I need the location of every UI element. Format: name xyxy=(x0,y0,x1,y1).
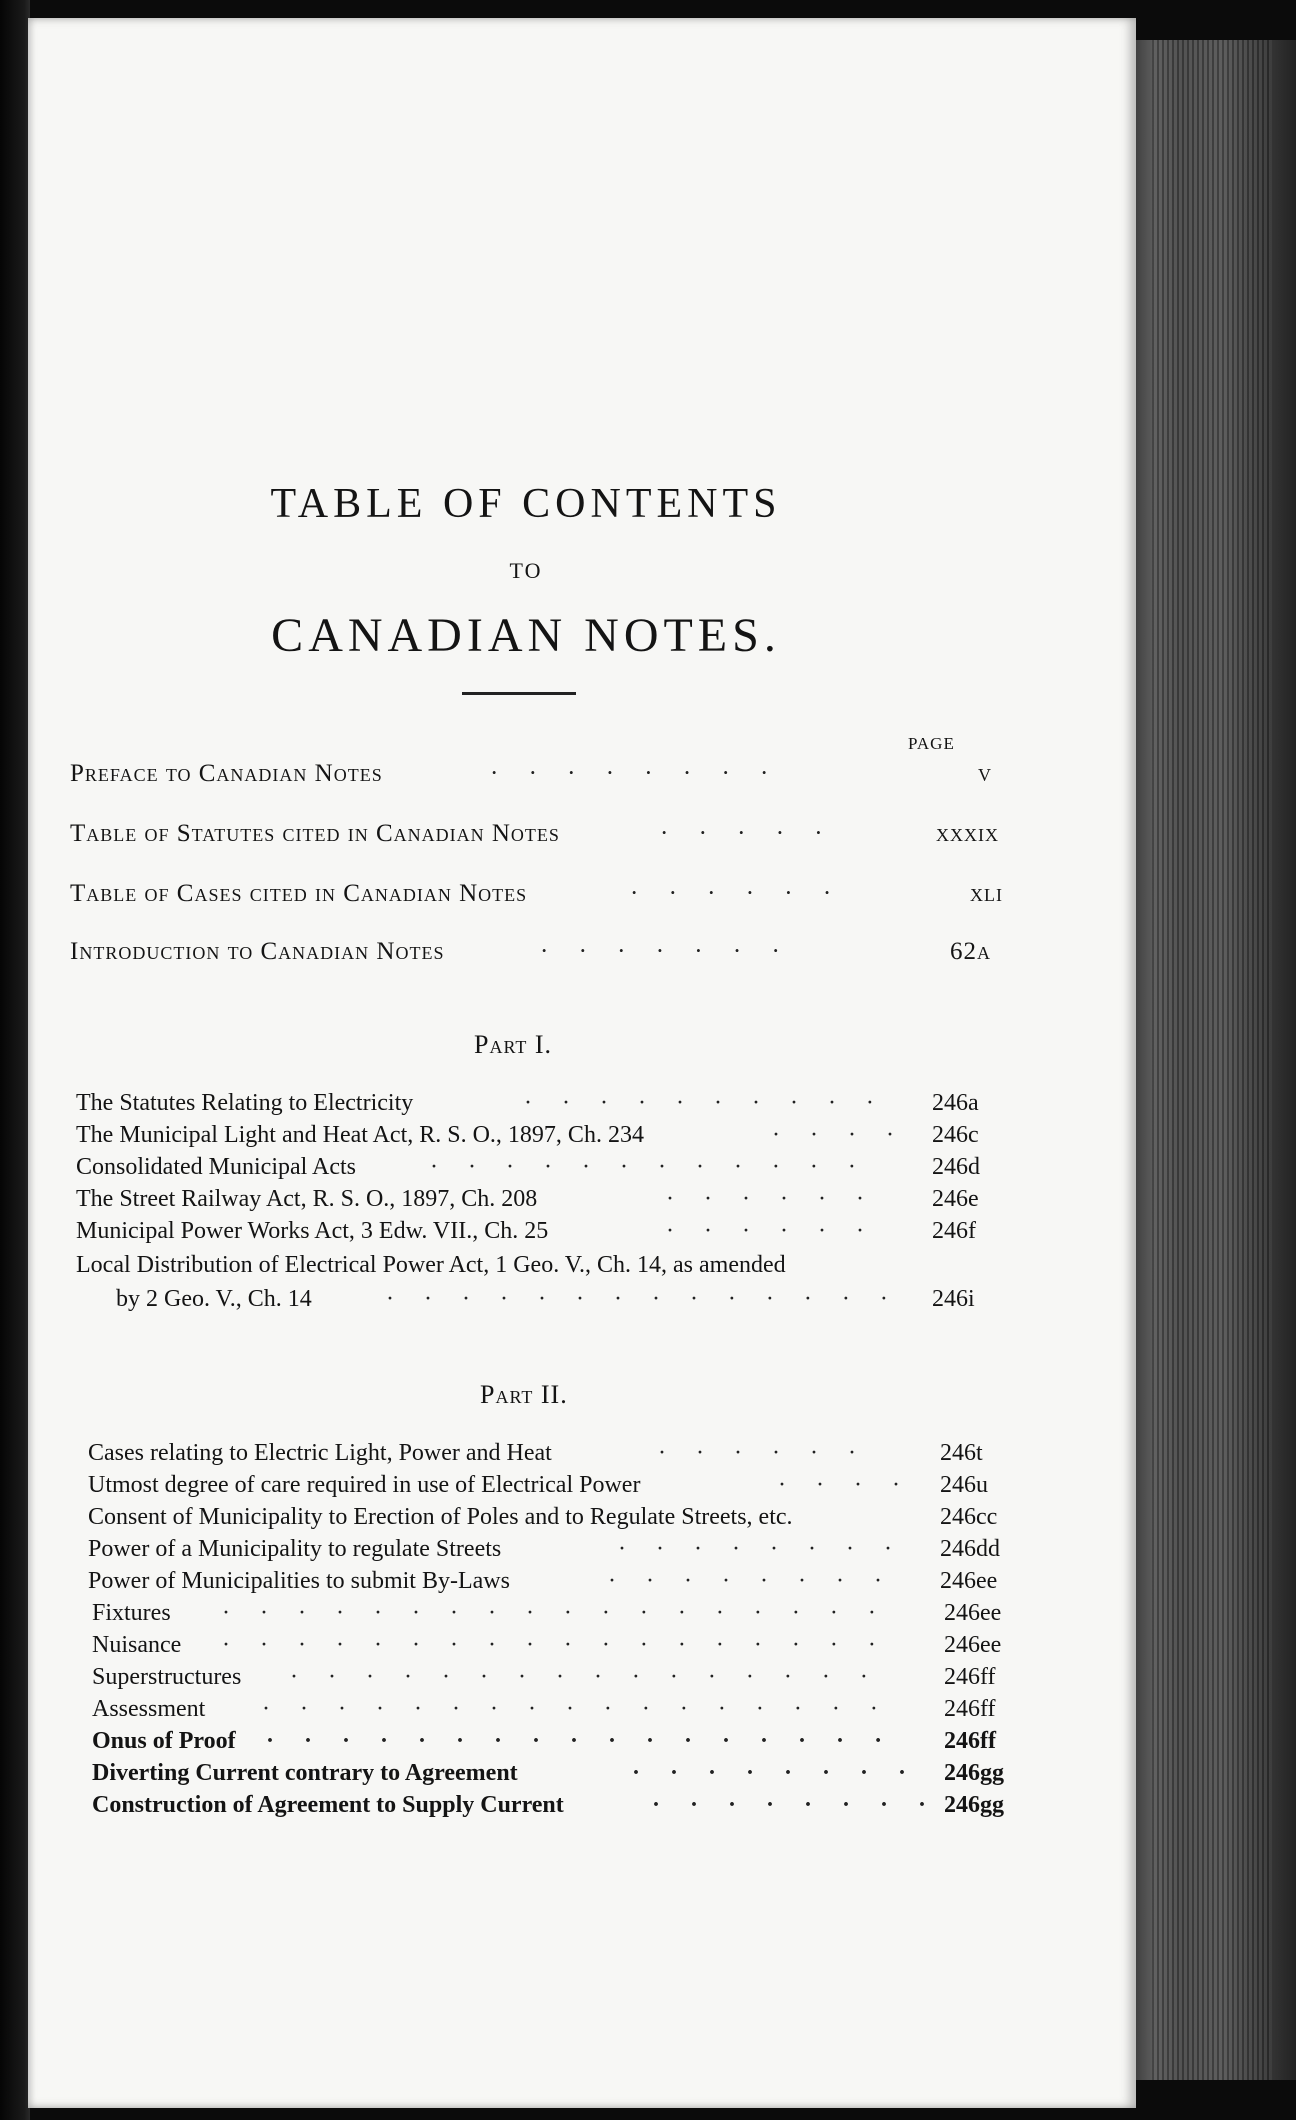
toc-entry-local-distribution-act-cont xyxy=(76,1286,996,1316)
entry-page: 246cc xyxy=(940,1504,998,1530)
leader-dots: · · · · · · · · · · · · xyxy=(430,1154,868,1180)
entry-label: Onus of Proof xyxy=(92,1728,236,1754)
toc-entry-power-works-act xyxy=(76,1218,996,1248)
entry-page: xxxix xyxy=(936,820,999,847)
leader-dots: · · · · · · · · xyxy=(618,1536,904,1562)
leader-dots: · · · · · · · · xyxy=(490,760,781,787)
entry-label: Introduction to Canadian Notes xyxy=(70,938,445,965)
entry-label: Power of a Municipality to regulate Streets xyxy=(88,1536,502,1562)
toc-entry-onus-of-proof xyxy=(92,1728,1012,1758)
toc-entry-agreement-supply xyxy=(92,1792,1012,1822)
entry-page: 246ff xyxy=(944,1728,996,1754)
entry-label: Municipal Power Works Act, 3 Edw. VII., Ch. 25 xyxy=(76,1218,549,1244)
entry-label: Diverting Current contrary to Agreement xyxy=(92,1760,518,1786)
entry-label: Fixtures xyxy=(92,1600,171,1626)
entry-page: 246gg xyxy=(944,1792,1004,1818)
leader-dots: · · · · · · · · · · · · · · xyxy=(386,1286,900,1312)
toc-entry-local-distribution-act xyxy=(76,1252,996,1282)
page-column-label: PAGE xyxy=(908,734,955,753)
entry-label: Construction of Agreement to Supply Current xyxy=(92,1792,564,1818)
entry-label: by 2 Geo. V., Ch. 14 xyxy=(116,1286,312,1312)
leader-dots: · · · · · · · · · · · · · · · · xyxy=(290,1664,880,1690)
entry-page: 246e xyxy=(932,1186,979,1212)
toc-entry-light-heat-act xyxy=(76,1122,996,1152)
leader-dots: · · · · · · · · xyxy=(632,1760,919,1786)
leader-dots: · · · · · · xyxy=(630,880,844,907)
entry-page: 246ff xyxy=(944,1696,996,1722)
leader-dots: · · · · · · · · xyxy=(652,1792,938,1818)
entry-label: Superstructures xyxy=(92,1664,242,1690)
entry-label: Table of Cases cited in Canadian Notes xyxy=(70,880,528,907)
entry-label: Consolidated Municipal Acts xyxy=(76,1154,356,1180)
leader-dots: · · · · · · · · · · xyxy=(524,1090,886,1116)
scan-left-edge xyxy=(0,0,30,2120)
entry-page: v xyxy=(978,760,992,787)
leader-dots: · · · · · · · · · · · · · · · · · xyxy=(262,1696,890,1722)
entry-label: Consent of Municipality to Erection of Poles and to Regulate Streets, etc. xyxy=(88,1504,793,1530)
title-line-1: TABLE OF CONTENTS xyxy=(270,481,782,527)
toc-entry-superstructures xyxy=(92,1664,1012,1694)
leader-dots: · · · · xyxy=(778,1472,912,1498)
title-rule xyxy=(462,692,576,695)
entry-label: Local Distribution of Electrical Power Act, 1 Geo. V., Ch. 14, as amended xyxy=(76,1252,786,1278)
leader-dots: · · · · · · · · xyxy=(608,1568,894,1594)
toc-entry-statutes-electricity xyxy=(76,1090,996,1120)
part-1-heading: Part I. xyxy=(474,1030,553,1059)
toc-entry-cases-electric-light xyxy=(88,1440,1008,1470)
entry-page: xli xyxy=(970,880,1003,907)
title-line-3: CANADIAN NOTES. xyxy=(271,609,781,662)
toc-entry-cases xyxy=(70,880,1003,914)
entry-label: Table of Statutes cited in Canadian Notes xyxy=(70,820,560,847)
toc-entry-regulate-streets xyxy=(88,1536,1008,1566)
toc-entry-fixtures xyxy=(92,1600,1012,1630)
toc-entry-utmost-care xyxy=(88,1472,1008,1502)
toc-entry-street-railway-act xyxy=(76,1186,996,1216)
part-2-heading: Part II. xyxy=(480,1380,568,1409)
book-page xyxy=(28,18,1136,2108)
entry-page: 246dd xyxy=(940,1536,1000,1562)
entry-label: Preface to Canadian Notes xyxy=(70,760,383,787)
entry-label: The Municipal Light and Heat Act, R. S. O., 1897, Ch. 234 xyxy=(76,1122,644,1148)
toc-entry-introduction xyxy=(70,938,990,972)
leader-dots: · · · · · · xyxy=(658,1440,868,1466)
entry-page: 246ee xyxy=(944,1632,1002,1658)
page-edge-lines xyxy=(1152,40,1272,2080)
entry-label: The Street Railway Act, R. S. O., 1897, Ch. 208 xyxy=(76,1186,538,1212)
leader-dots: · · · · · · · · · · · · · · · · · · xyxy=(222,1632,888,1658)
entry-page: 62a xyxy=(950,938,991,965)
toc-entry-by-laws xyxy=(88,1568,1008,1598)
entry-page: 246ee xyxy=(944,1600,1002,1626)
entry-page: 246u xyxy=(940,1472,988,1498)
toc-entry-consent-poles xyxy=(88,1504,1008,1534)
entry-page: 246c xyxy=(932,1122,979,1148)
toc-entry-statutes xyxy=(70,820,999,854)
entry-page: 246i xyxy=(932,1286,975,1312)
book-page-edges xyxy=(1132,40,1296,2080)
toc-entry-nuisance xyxy=(92,1632,1012,1662)
title-line-2: TO xyxy=(509,558,543,583)
leader-dots: · · · · · xyxy=(660,820,835,847)
entry-label: Cases relating to Electric Light, Power and Heat xyxy=(88,1440,552,1466)
toc-entry-preface xyxy=(70,760,990,794)
toc-entry-municipal-acts xyxy=(76,1154,996,1184)
toc-entry-diverting-current xyxy=(92,1760,1012,1790)
entry-label: Assessment xyxy=(92,1696,206,1722)
leader-dots: · · · · · · · xyxy=(540,938,792,965)
leader-dots: · · · · · · · · · · · · · · · · · xyxy=(266,1728,895,1754)
leader-dots: · · · · · · xyxy=(666,1186,876,1212)
entry-page: 246t xyxy=(940,1440,983,1466)
toc-entry-assessment xyxy=(92,1696,1012,1726)
leader-dots: · · · · · · xyxy=(666,1218,876,1244)
entry-page: 246ff xyxy=(944,1664,996,1690)
entry-page: 246f xyxy=(932,1218,976,1244)
leader-dots: · · · · xyxy=(772,1122,906,1148)
entry-label: Utmost degree of care required in use of Electrical Power xyxy=(88,1472,641,1498)
entry-page: 246d xyxy=(932,1154,980,1180)
entry-page: 246gg xyxy=(944,1760,1004,1786)
leader-dots: · · · · · · · · · · · · · · · · · · xyxy=(222,1600,888,1626)
entry-label: The Statutes Relating to Electricity xyxy=(76,1090,414,1116)
entry-page: 246a xyxy=(932,1090,979,1116)
entry-label: Nuisance xyxy=(92,1632,182,1658)
entry-label: Power of Municipalities to submit By-Laws xyxy=(88,1568,510,1594)
entry-page: 246ee xyxy=(940,1568,998,1594)
